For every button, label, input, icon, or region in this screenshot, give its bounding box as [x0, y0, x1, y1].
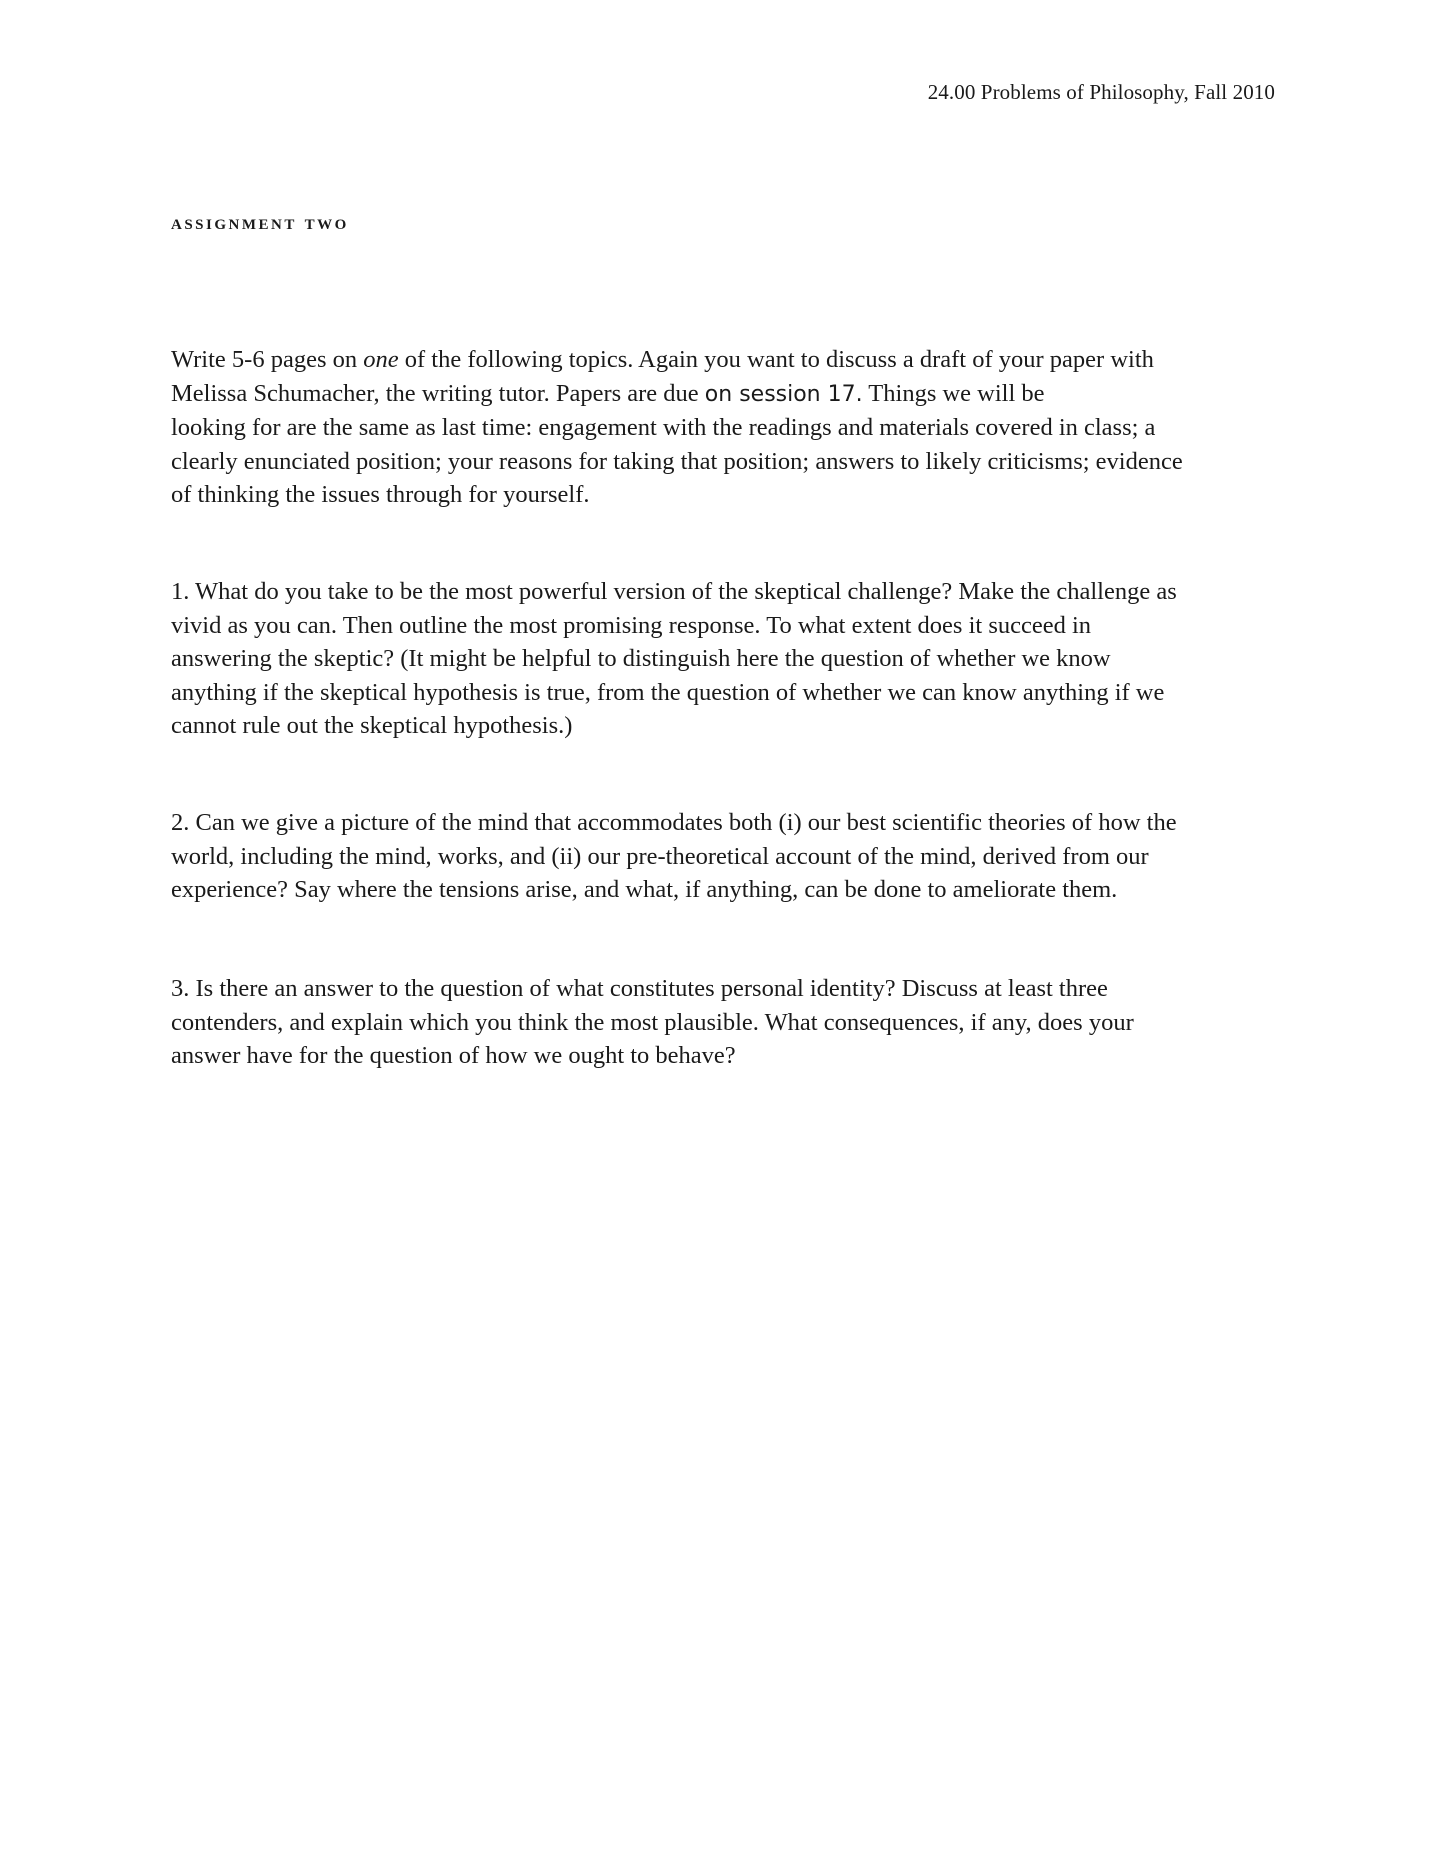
question-line: vivid as you can. Then outline the most promising response. To what extent does it succeed in [171, 611, 1092, 639]
question-3 [171, 972, 1291, 1073]
assignment-title: assignment two [171, 210, 349, 234]
question-2 [171, 806, 1291, 907]
emphasis-one: one [363, 346, 399, 373]
intro-text: Write 5-6 pages on [171, 346, 364, 373]
running-header: 24.00 Problems of Philosophy, Fall 2010 [927, 80, 1275, 104]
question-1 [171, 575, 1291, 743]
due-session: on session 17. [704, 381, 863, 407]
intro-line-4: clearly enunciated position; your reasons for taking that position; answers to likely criticisms; evidence [171, 447, 1183, 475]
question-line: experience? Say where the tensions arise, and what, if anything, can be done to ameliorate them. [171, 876, 1118, 903]
intro-line-3: looking for are the same as last time: engagement with the readings and materials covered in class; a [171, 414, 1156, 441]
question-line: 2. Can we give a picture of the mind that accommodates both (i) our best scientific theories of how the [171, 809, 1177, 836]
question-line: answering the skeptic? (It might be helpful to distinguish here the question of whether we know [171, 645, 1111, 672]
question-line: answer have for the question of how we ought to behave? [171, 1042, 736, 1069]
question-line: 3. Is there an answer to the question of what constitutes personal identity? Discuss at least three [171, 975, 1108, 1002]
intro-paragraph [171, 343, 1291, 512]
intro-line-2 [171, 377, 1291, 412]
intro-line-1 [171, 343, 1291, 377]
question-line: contenders, and explain which you think the most plausible. What consequences, if any, does your [171, 1008, 1134, 1036]
intro-text: Things we will be [862, 379, 1045, 407]
intro-line-5: of thinking the issues through for yourself. [171, 481, 590, 508]
intro-text: of the following topics. Again you want to discuss a draft of your paper with [398, 346, 1154, 373]
question-line: anything if the skeptical hypothesis is true, from the question of whether we can know anything if we [171, 678, 1165, 706]
question-line: world, including the mind, works, and (ii) our pre-theoretical account of the mind, derived from our [171, 842, 1149, 870]
question-line: cannot rule out the skeptical hypothesis.) [171, 712, 573, 739]
question-line: 1. What do you take to be the most powerful version of the skeptical challenge? Make the challenge as [171, 578, 1177, 605]
intro-text: Melissa Schumacher, the writing tutor. Papers are due [171, 379, 705, 407]
